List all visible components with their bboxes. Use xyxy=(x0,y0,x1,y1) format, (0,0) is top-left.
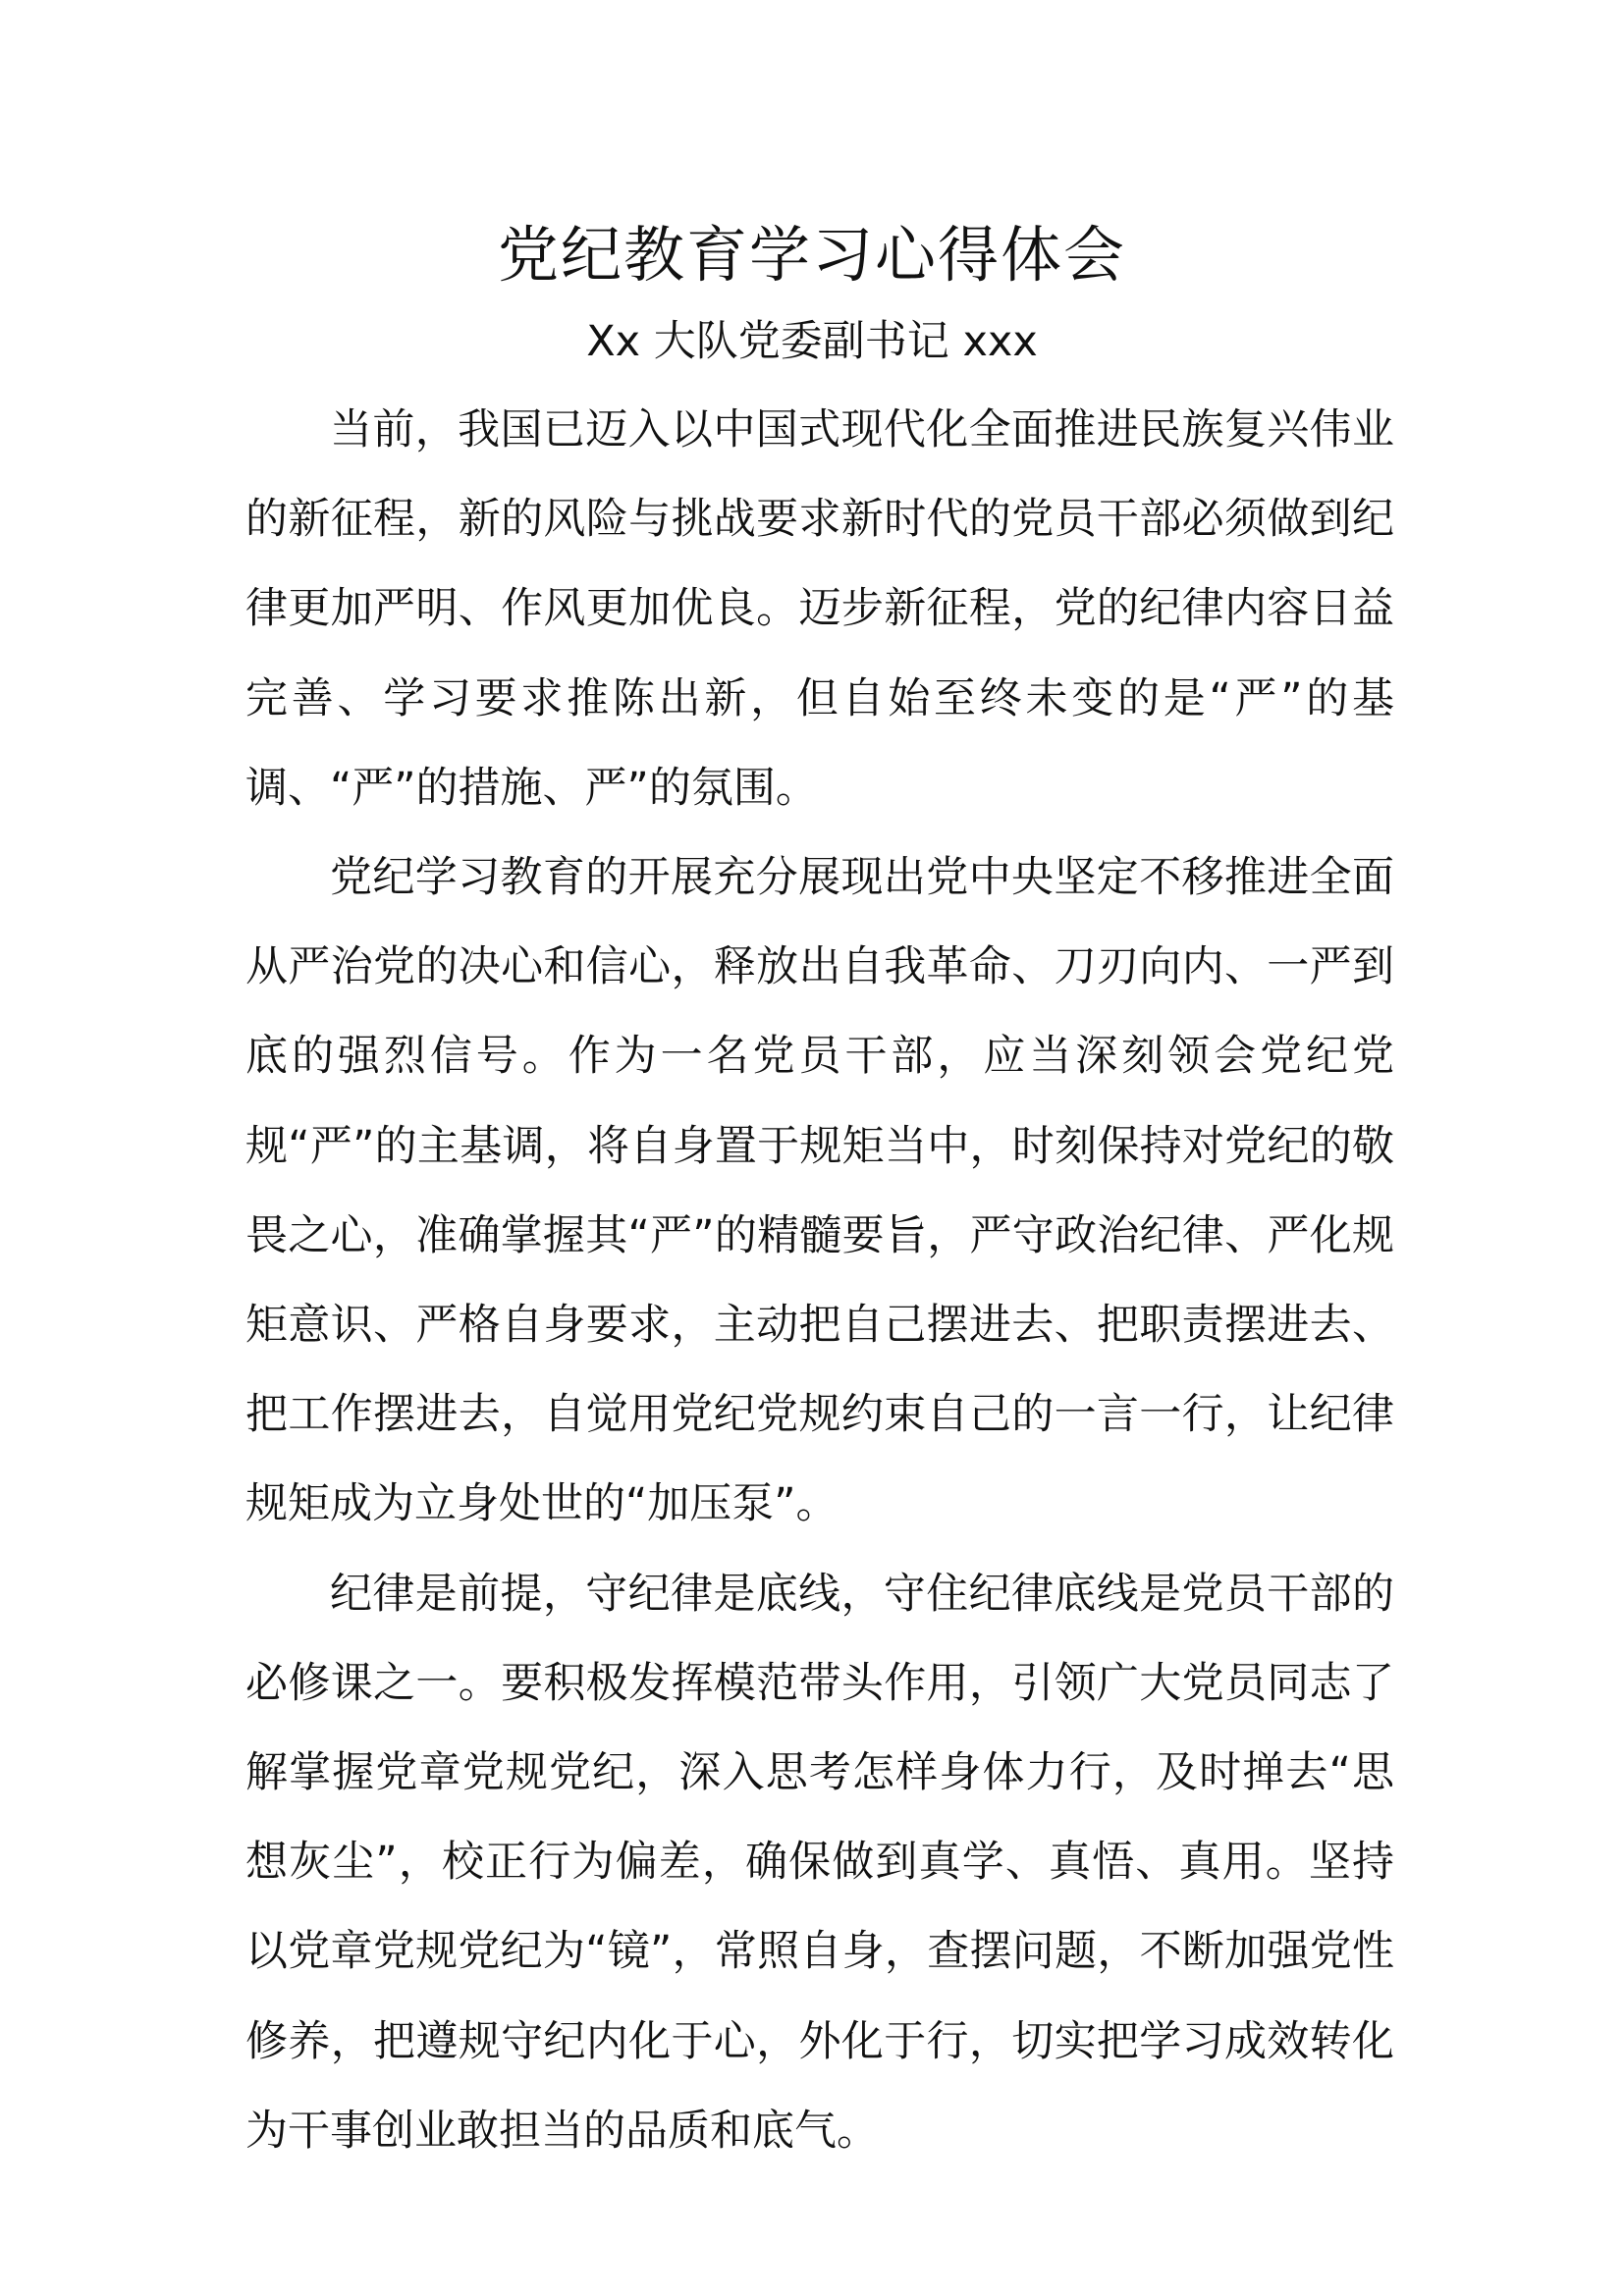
paragraph: 当前，我国已迈入以中国式现代化全面推进民族复兴伟业的新征程，新的风险与挑战要求新时代的党员干部必须做到纪律更加严明、作风更加优良。迈步新征程，党的纪律内容日益完善、学习要求推陈出新，但自始至终未变的是“严”的基调、“严”的措施、严”的氛围。 xyxy=(245,405,1394,813)
paragraph: 纪律是前提，守纪律是底线，守住纪律底线是党员干部的必修课之一。要积极发挥模范带头作用，引领广大党员同志了解掌握党章党规党纪，深入思考怎样身体力行，及时掸去“思想灰尘”，校正行为偏差，确保做到真学、真悟、真用。坚持以党章党规党纪为“镜”，常照自身，查摆问题，不断加强党性修养，把遵规守纪内化于心，外化于行，切实把学习成效转化为干事创业敢担当的品质和底气。 xyxy=(245,1569,1394,2156)
document-body xyxy=(245,386,1394,2176)
document-title: 党纪教育学习心得体会 xyxy=(497,219,1126,291)
paragraph: 党纪学习教育的开展充分展现出党中央坚定不移推进全面从严治党的决心和信心，释放出自我革命、刀刃向内、一严到底的强烈信号。作为一名党员干部，应当深刻领会党纪党规“严”的主基调，将自身置于规矩当中，时刻保持对党纪的敬畏之心，准确掌握其“严”的精髓要旨，严守政治纪律、严化规矩意识、严格自身要求，主动把自己摆进去、把职责摆进去、把工作摆进去，自觉用党纪党规约束自己的一言一行，让纪律规矩成为立身处世的“加压泵”。 xyxy=(245,853,1394,1529)
author-line: Xx 大队党委副书记 xxx xyxy=(586,317,1038,366)
